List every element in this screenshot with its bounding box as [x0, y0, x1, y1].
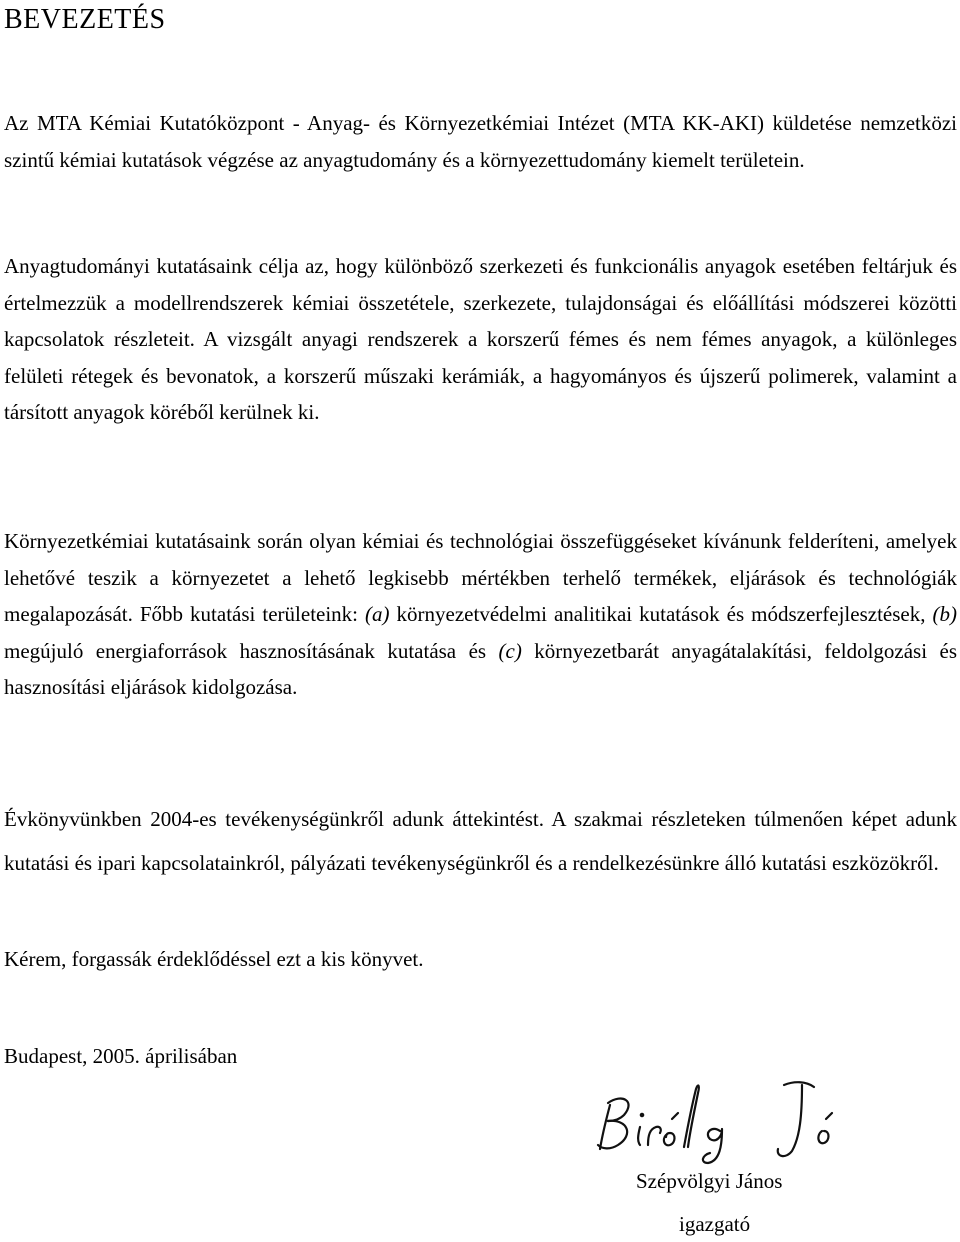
paragraph-text: Környezetkémiai kutatásaink során olyan kémiai és technológiai összefüggéseket kívánunk felderíteni, amelyek lehetővé teszik a környezetet a lehető legkisebb mértékben terhelő termékek, eljárások és technológiák megalapozását. Főbb kutatási területeink:	[4, 529, 957, 626]
list-marker-b: (b)	[932, 602, 957, 626]
handwritten-signature	[588, 1075, 848, 1165]
place-and-date: Budapest, 2005. áprilisában	[4, 1044, 238, 1068]
yearbook-paragraph: Évkönyvünkben 2004-es tevékenységünkről adunk áttekintést. A szakmai részleteken túlmenően képet adunk kutatási és ipari kapcsolatainkról, pályázati tevékenységünkről és a rendelkezésünkre álló kutatási eszközökről.	[4, 807, 957, 875]
list-marker-c: (c)	[498, 638, 522, 663]
paragraph-text: környezetbarát anyagátalakítási, feldolgozási és hasznosítási eljárások kidolgozása.	[4, 638, 958, 699]
environmental-research-paragraph	[4, 523, 957, 706]
page-title: BEVEZETÉS	[4, 4, 166, 35]
list-marker-a: (a)	[365, 602, 390, 626]
closing-paragraph: Kérem, forgassák érdeklődéssel ezt a kis könyvet.	[4, 947, 424, 971]
intro-paragraph: Az MTA Kémiai Kutatóközpont - Anyag- és Környezetkémiai Intézet (MTA KK-AKI) küldetése nemzetközi szintű kémiai kutatások végzése az anyagtudomány és a környezettudomány kiemelt területein.	[4, 111, 957, 172]
materials-research-paragraph: Anyagtudományi kutatásaink célja az, hogy különböző szerkezeti és funkcionális anyagok esetében feltárjuk és értelmezzük a modellrendszerek kémiai összetétele, szerkezete, tulajdonságai és előállítási módszerei közötti kapcsolatok részleteit. A vizsgált anyagi rendszerek a korszerű fémes és nem fémes anyagok, a különleges felületi rétegek és bevonatok, a korszerű műszaki kerámiák, a hagyományos és újszerű polimerek, valamint a társított anyagok köréből kerülnek ki.	[4, 254, 957, 424]
paragraph-text: környezetvédelmi analitikai kutatások és módszerfejlesztések,	[389, 602, 933, 626]
signer-title: igazgató	[679, 1212, 751, 1236]
paragraph-text: megújuló energiaforrások hasznosításának kutatása és	[4, 638, 499, 663]
signer-name: Szépvölgyi János	[636, 1169, 783, 1193]
